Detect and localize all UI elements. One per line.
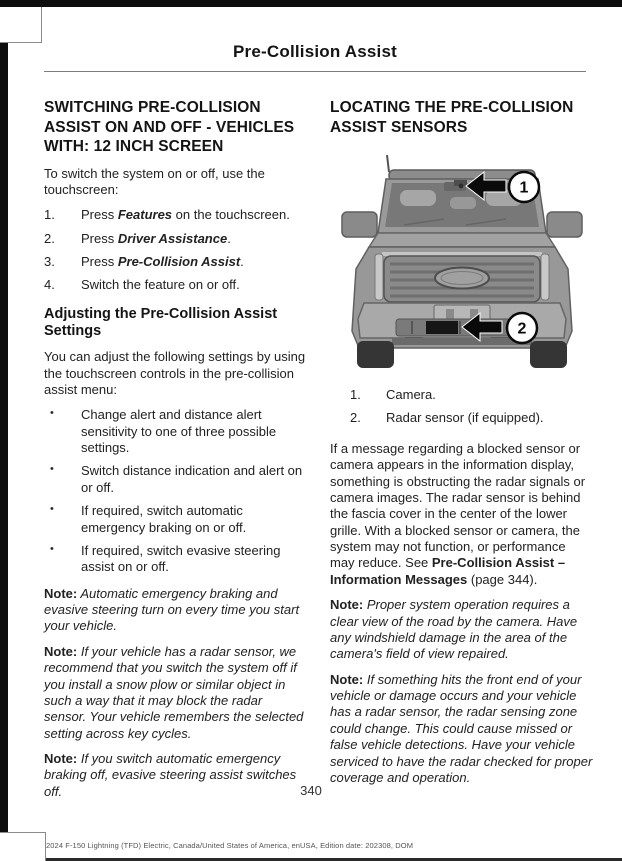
note: Note: If your vehicle has a radar sensor, we recommend that you switch the system off if you install a snow plow or similar object in such a way that it may block the radar sensor. Your vehicle remembers the selected setting across key cycles. bbox=[44, 643, 304, 741]
note: Note: Proper system operation requires a clear view of the road by the camera. Have any windshield damage in the area of the camera's field of view repaired. bbox=[330, 597, 578, 662]
list-item bbox=[44, 207, 307, 223]
truck-front-illustration bbox=[330, 151, 593, 375]
left-column bbox=[44, 98, 307, 809]
note: Note: If something hits the front end of your vehicle or damage occurs and your vehicle has a radar sensor, the radar sensing zone could change. This could cause missed or false vehicle detections. Have your vehicle serviced to have the radar checked for proper coverage and operation. bbox=[330, 671, 593, 785]
bullet-icon: • bbox=[50, 463, 54, 476]
list-item bbox=[44, 407, 307, 456]
list-item bbox=[44, 463, 307, 496]
page-corner-notch-bottom bbox=[0, 832, 46, 861]
step-number: 4. bbox=[44, 277, 55, 293]
side-mirror-left bbox=[342, 212, 377, 237]
list-item bbox=[44, 254, 307, 270]
ford-oval-badge bbox=[435, 268, 489, 289]
bullet-text: If required, switch automatic emergency braking on or off. bbox=[81, 503, 247, 535]
bullet-icon: • bbox=[50, 503, 54, 516]
step-text: Press Features on the touchscreen. bbox=[81, 207, 290, 223]
adjusting-intro: You can adjust the following settings by using the touchscreen controls in the pre-collision assist menu: bbox=[44, 349, 306, 397]
antenna bbox=[387, 155, 389, 172]
bullet-icon: • bbox=[50, 407, 54, 420]
console-hump bbox=[450, 197, 476, 209]
step-text: Press Driver Assistance. bbox=[81, 230, 231, 246]
list-item bbox=[44, 503, 307, 536]
page-header bbox=[0, 0, 622, 72]
legend-text: Camera. bbox=[386, 387, 436, 403]
note: Note: Automatic emergency braking and evasive steering turn on every time you start your vehicle. bbox=[44, 585, 300, 634]
legend-number: 2. bbox=[350, 410, 361, 426]
step-text: Press Pre-Collision Assist. bbox=[81, 254, 244, 270]
hood bbox=[369, 233, 555, 247]
list-item bbox=[350, 410, 593, 426]
subsection-heading-adjusting: Adjusting the Pre-Collision Assist Settings bbox=[44, 305, 278, 340]
list-item bbox=[44, 277, 307, 293]
wheel-right bbox=[530, 341, 567, 368]
truck-front-svg bbox=[334, 151, 590, 375]
sun-visor-left bbox=[400, 190, 436, 206]
document-footer-line: 2024 F-150 Lightning (TFD) Electric, Canada/United States of America, enUSA, Edition date: 202308, DOM bbox=[46, 841, 414, 850]
switching-intro: To switch the system on or off, use the touchscreen: bbox=[44, 165, 265, 197]
list-item bbox=[44, 231, 307, 247]
list-item bbox=[44, 543, 307, 576]
drl-right bbox=[541, 254, 549, 300]
bullet-icon: • bbox=[50, 542, 54, 555]
page-border-top bbox=[0, 0, 622, 7]
drl-left bbox=[375, 254, 383, 300]
camera-sensor bbox=[458, 184, 463, 189]
content-columns bbox=[0, 72, 622, 809]
legend-number: 1. bbox=[350, 387, 361, 403]
right-column bbox=[330, 98, 593, 809]
callout-1-number: 1 bbox=[519, 179, 528, 197]
list-item bbox=[350, 387, 593, 403]
bullet-text: If required, switch evasive steering assist on or off. bbox=[81, 542, 281, 575]
switching-steps-list bbox=[44, 207, 307, 294]
page-corner-notch-top bbox=[0, 7, 42, 43]
section-heading-switching: SWITCHING PRE-COLLISION ASSIST ON AND OFF - VEHICLES WITH: 12 INCH SCREEN bbox=[44, 99, 295, 156]
cross-reference: Pre-Collision Assist – Information Messages bbox=[330, 555, 566, 587]
page-number: 340 bbox=[300, 783, 322, 798]
step-text: Switch the feature on or off. bbox=[81, 277, 240, 293]
legend-text: Radar sensor (if equipped). bbox=[386, 410, 544, 426]
bullet-text: Change alert and distance alert sensitivity to one of three possible settings. bbox=[81, 407, 277, 456]
blocked-sensor-paragraph: If a message regarding a blocked sensor or camera appears in the information display, something is obstructing the radar signals or camera images. The radar sensor is behind the fascia cover in the center of the lower grille. With a blocked sensor or camera, the system may not function, or performance may reduce. See Pre-Collision Assist – Information Messages (page 344). bbox=[330, 440, 586, 587]
wheel-left bbox=[357, 341, 394, 368]
sensor-legend-list bbox=[330, 387, 593, 427]
section-heading-locating: LOCATING THE PRE-COLLISION ASSIST SENSORS bbox=[330, 99, 574, 136]
callout-2-number: 2 bbox=[517, 320, 526, 338]
radar-sensor bbox=[426, 321, 458, 334]
step-number: 2. bbox=[44, 230, 55, 246]
page-title: Pre-Collision Assist bbox=[233, 42, 397, 61]
side-mirror-right bbox=[547, 212, 582, 237]
step-number: 3. bbox=[44, 254, 55, 270]
page-border-left bbox=[0, 0, 8, 832]
step-number: 1. bbox=[44, 207, 55, 223]
note: Note: If you switch automatic emergency braking off, evasive steering assist switches off. bbox=[44, 751, 297, 799]
settings-bullet-list bbox=[44, 407, 307, 575]
bullet-text: Switch distance indication and alert on or off. bbox=[81, 463, 303, 495]
